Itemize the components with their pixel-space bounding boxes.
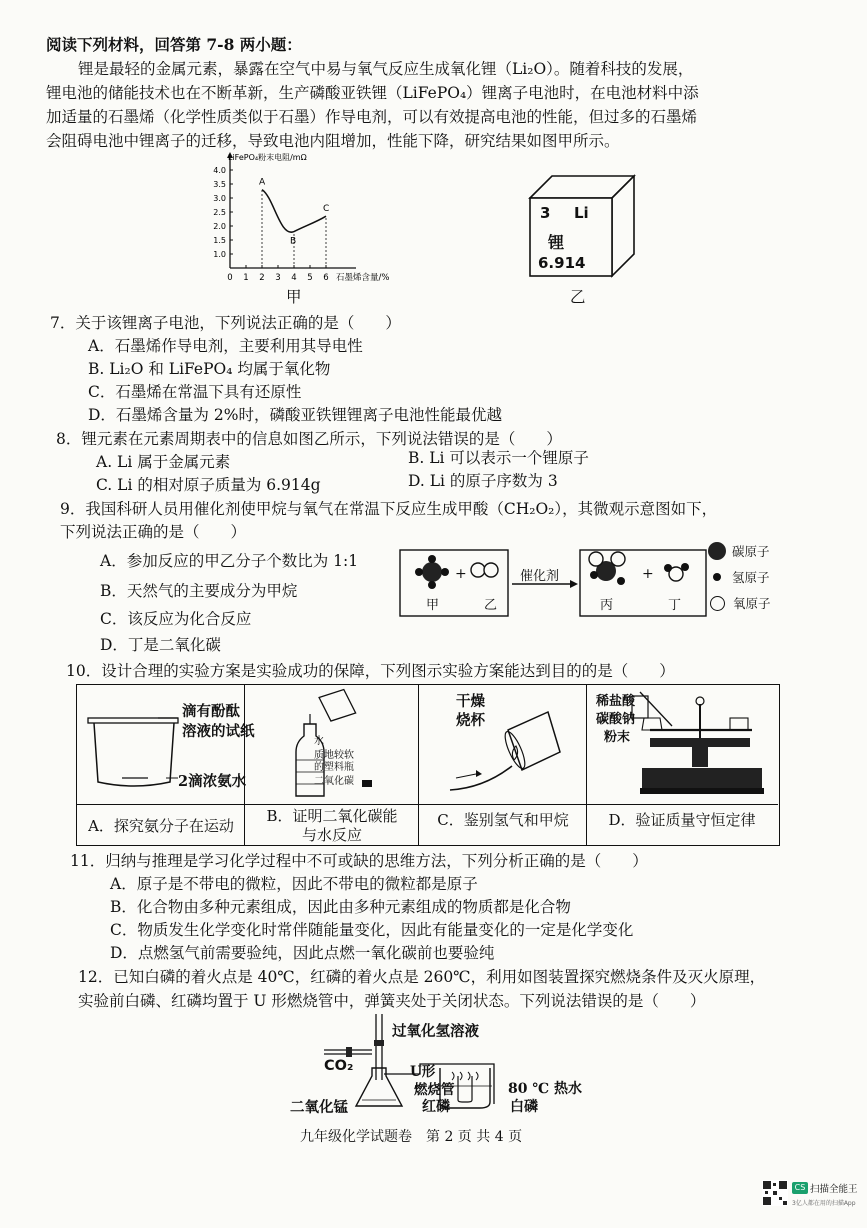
resistance-chart: [200, 150, 400, 285]
panel-c-caption: C．鉴别氢气和甲烷: [437, 811, 569, 829]
q11-option-a[interactable]: A．原子是不带电的微粒，因此不带电的微粒都是原子: [110, 875, 478, 893]
intro-line-3: 加适量的石墨烯（化学性质类似于石墨）作导电剂，可以有效提高电池的性能，但过多的石墨烯: [46, 108, 698, 126]
panel-a-label-3: 2滴浓氨水: [178, 773, 247, 790]
legend-hydrogen-label: 氢原子: [732, 570, 770, 585]
q9-option-a[interactable]: A．参加反应的甲乙分子个数比为 1:1: [100, 552, 359, 570]
q9-stem-line-2: 下列说法正确的是（ ）: [60, 523, 247, 541]
y-tick-label: 1.0: [213, 250, 226, 259]
x-tick-label: 5: [307, 273, 313, 283]
x-tick-label: 6: [323, 273, 329, 283]
q10-col-sep-2: [418, 684, 419, 846]
legend-hydrogen: [708, 564, 771, 590]
y-tick-label: 1.5: [213, 236, 226, 245]
intro-line-1: 锂是最轻的金属元素，暴露在空气中易与氧气反应生成氧化锂（Li₂O）。随着科技的发展，: [78, 60, 694, 78]
x-tick-label: 4: [291, 273, 297, 283]
q7-option-a[interactable]: A．石墨烯作导电剂，主要利用其导电性: [88, 337, 363, 355]
label-mno2: 二氧化锰: [290, 1099, 348, 1116]
panel-d-caption: D．验证质量守恒定律: [608, 811, 756, 829]
figure-yi-caption: 乙: [570, 288, 586, 306]
panel-a-caption: A．探究氨分子在运动: [88, 817, 234, 835]
q7-option-d[interactable]: D．石墨烯含量为 2%时，磷酸亚铁锂锂离子电池性能最优越: [88, 406, 502, 424]
camscanner-badge: CS: [792, 1182, 808, 1194]
q12-stem-line-1: 12．已知白磷的着火点是 40℃，红磷的着火点是 260℃，利用如图装置探究燃烧条件及灭火原理，: [78, 968, 766, 986]
legend-oxygen: [708, 590, 771, 616]
label-hot-water: 80 ℃ 热水: [508, 1081, 583, 1097]
x-tick-label: 1: [243, 273, 249, 283]
q10-stem: 10．设计合理的实验方案是实验成功的保障，下列图示实验方案能达到目的的是（ ）: [66, 662, 675, 680]
q9-option-b[interactable]: B．天然气的主要成分为甲烷: [100, 582, 298, 600]
q11-stem: 11．归纳与推理是学习化学过程中不可或缺的思维方法，下列分析正确的是（ ）: [70, 852, 648, 870]
panel-b-label-3: 的塑料瓶: [314, 762, 354, 773]
atom-legend: [708, 538, 771, 616]
legend-carbon-label: 碳原子: [732, 544, 770, 559]
label-white-phosphorus: 白磷: [510, 1099, 538, 1115]
legend-oxygen-label: 氧原子: [733, 596, 771, 611]
q8-option-b[interactable]: B. Li 可以表示一个锂原子: [408, 449, 589, 467]
label-yi: 乙: [484, 598, 498, 613]
watermark-tagline: 3亿人都在用的扫描App: [792, 1200, 856, 1207]
hydrogen-atom-icon-wrap: [708, 573, 726, 581]
oxygen-atom-icon: [710, 596, 725, 611]
resistance-curve: [262, 190, 326, 233]
page-footer: 九年级化学试题卷 第 2 页 共 4 页: [300, 1129, 523, 1145]
hydrogen-atom-icon: [713, 573, 721, 581]
panel-b-label-1: 水: [314, 736, 324, 747]
point-label-c: C: [323, 204, 330, 215]
q10-col-sep-1: [244, 684, 245, 846]
element-atomic-mass: 6.914: [538, 254, 586, 272]
intro-line-4: 会阻碍电池中锂离子的迁移，导致电池内阻增加，性能下降，研究结果如图甲所示。: [46, 132, 620, 150]
reactant-plus: +: [455, 566, 467, 582]
label-u-tube-2: 燃烧管: [414, 1082, 455, 1098]
y-axis-label: LiFePO₄粉末电阻/mΩ: [228, 153, 307, 162]
oxygen-molecule: [471, 563, 498, 577]
panel-d-label-1: 稀盐酸: [596, 694, 636, 709]
point-label-b: B: [290, 236, 297, 247]
q9-stem-line-1: 9．我国科研人员用催化剂使甲烷与氧气在常温下反应生成甲酸（CH₂O₂），其微观示意图如下，: [60, 500, 718, 518]
label-co2: CO₂: [324, 1058, 354, 1074]
water-molecule: [664, 563, 689, 581]
label-bing: 丙: [600, 598, 614, 613]
y-tick-label: 3.5: [213, 180, 226, 189]
label-u-tube-1: U形: [410, 1064, 436, 1080]
x-tick-label: 3: [275, 273, 281, 283]
q7-stem: 7．关于该锂离子电池，下列说法正确的是（ ）: [50, 314, 401, 332]
intro-heading: 阅读下列材料，回答第 7-8 两小题：: [46, 35, 302, 54]
element-symbol: Li: [574, 204, 589, 222]
x-tick-label: 0: [227, 273, 233, 283]
label-red-phosphorus: 红磷: [422, 1099, 450, 1115]
intro-line-2: 锂电池的储能技术也在不断革新，生产磷酸亚铁锂（LiFePO₄）锂离子电池时，在电池材料中添: [46, 84, 699, 102]
panel-d-label-3: 粉末: [604, 730, 631, 745]
panel-c-label-2: 烧杯: [456, 712, 485, 729]
q8-stem: 8．锂元素在元素周期表中的信息如图乙所示，下列说法错误的是（ ）: [56, 430, 562, 448]
x-tick-label: 2: [259, 273, 265, 283]
panel-b-caption-1: B．证明二氧化碳能: [266, 807, 398, 825]
panel-c-label-1: 干燥: [456, 693, 485, 710]
panel-a-label-1: 滴有酚酞: [182, 703, 240, 720]
q10-table-divider: [76, 804, 778, 805]
label-jia: 甲: [426, 598, 440, 613]
x-axis-label: 石墨烯含量/%: [336, 273, 390, 283]
q8-option-a[interactable]: A. Li 属于金属元素: [96, 453, 231, 471]
q12-stem-line-2: 实验前白磷、红磷均置于 U 形燃烧管中，弹簧夹处于关闭状态。下列说法错误的是（ ）: [78, 992, 706, 1010]
y-tick-label: 2.5: [213, 208, 226, 217]
formic-acid-molecule: [589, 552, 625, 585]
y-tick-label: 3.0: [213, 194, 226, 203]
label-h2o2: 过氧化氢溶液: [392, 1023, 479, 1040]
watermark-app-name: 扫描全能王: [810, 1184, 858, 1195]
reaction-arrow-head: [570, 580, 578, 588]
figure-jia-caption: 甲: [286, 288, 302, 306]
q9-option-c[interactable]: C．该反应为化合反应: [100, 610, 252, 628]
y-tick-label: 2.0: [213, 222, 226, 231]
label-ding: 丁: [668, 598, 682, 613]
panel-b-label-2: 质地较软: [314, 750, 354, 761]
panel-d-label-2: 碳酸钠: [596, 712, 636, 727]
panel-a-label-2: 溶液的试纸: [182, 723, 255, 740]
q9-option-d[interactable]: D．丁是二氧化碳: [100, 636, 221, 654]
q8-option-c[interactable]: C. Li 的相对原子质量为 6.914g: [96, 476, 321, 494]
catalyst-label: 催化剂: [520, 569, 560, 584]
element-name: 锂: [548, 233, 565, 252]
panel-c-apparatus: [424, 690, 584, 802]
q10-col-sep-3: [586, 684, 587, 846]
panel-b-label-4: 二氧化碳: [314, 776, 354, 787]
product-plus: +: [642, 566, 654, 582]
panel-b-caption-2: 与水反应: [301, 826, 362, 844]
methane-molecule: [415, 555, 449, 589]
q7-option-c[interactable]: C．石墨烯在常温下具有还原性: [88, 383, 302, 401]
carbon-atom-icon: [708, 542, 726, 560]
y-tick-label: 4.0: [213, 166, 226, 175]
q11-option-d[interactable]: D．点燃氢气前需要验纯，因此点燃一氧化碳前也要验纯: [110, 944, 495, 962]
q11-option-b[interactable]: B．化合物由多种元素组成，因此由多种元素组成的物质都是化合物: [110, 898, 571, 916]
q8-option-d[interactable]: D. Li 的原子序数为 3: [408, 472, 558, 490]
legend-carbon: [708, 538, 771, 564]
element-atomic-number: 3: [540, 204, 551, 222]
q7-option-b[interactable]: B. Li₂O 和 LiFePO₄ 均属于氧化物: [88, 360, 331, 378]
point-label-a: A: [259, 177, 266, 188]
qr-code-icon: [762, 1180, 788, 1206]
q11-option-c[interactable]: C．物质发生化学变化时常伴随能量变化，因此有能量变化的一定是化学变化: [110, 921, 634, 939]
